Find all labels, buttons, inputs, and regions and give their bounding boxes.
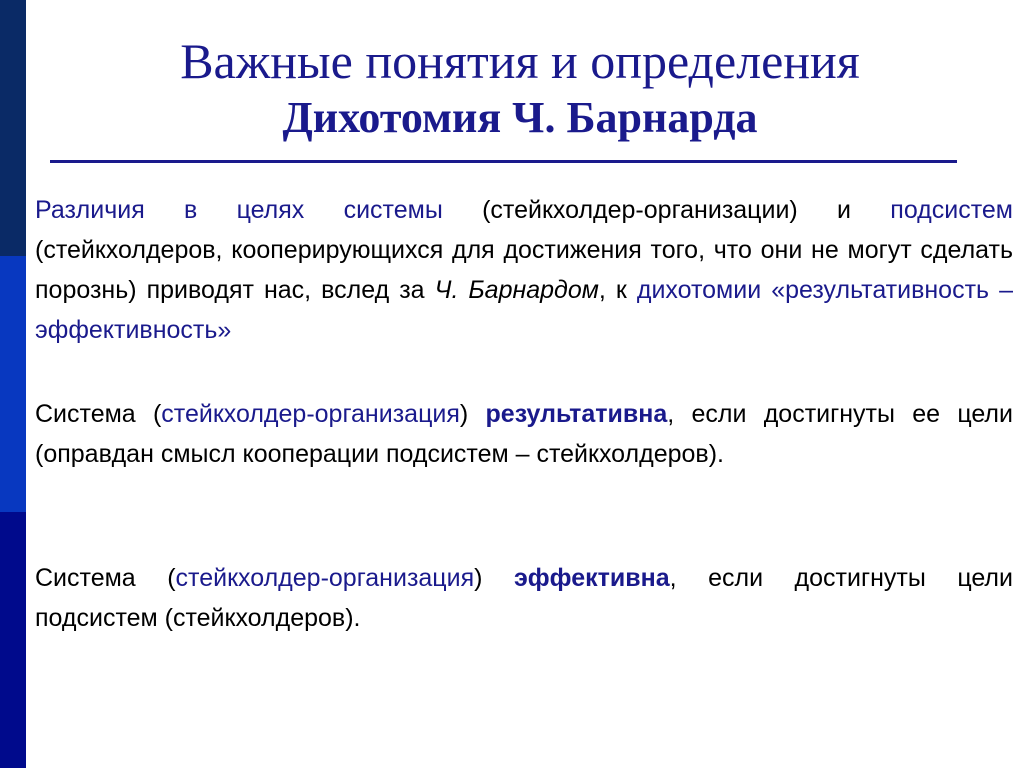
text-plain: (стейкхолдеров, кооперирующихся для достижения того, что они не могут сделать порознь) приводят нас, вслед за	[35, 236, 1013, 304]
side-bar-segment-middle	[0, 256, 26, 512]
text-plain: )	[474, 564, 514, 592]
paragraph-effective-results	[35, 394, 1013, 474]
slide-title	[40, 30, 1000, 144]
text-plain: , к	[598, 276, 637, 304]
text-efficiency-term: эффективна	[513, 564, 670, 592]
text-plain: , если достигнуты ее цели (оправдан смысл кооперации подсистем – стейкхолдеров).	[35, 400, 1013, 468]
text-stakeholder-org: стейкхолдер-организация	[161, 400, 460, 428]
side-bar-segment-bottom	[0, 512, 26, 768]
side-bar-segment-top	[0, 0, 26, 256]
paragraph-efficient	[35, 558, 1013, 638]
text-plain: (стейкхолдер-организации) и	[442, 196, 891, 224]
text-stakeholder-org: стейкхолдер-организация	[175, 564, 475, 592]
text-barnard: Ч. Барнардом	[434, 276, 599, 304]
text-plain: , если достигнуты цели подсистем (стейкхолдеров).	[35, 564, 1013, 632]
text-plain: Система (	[35, 564, 176, 592]
text-plain: Система (	[35, 400, 162, 428]
side-bar	[0, 0, 26, 768]
text-subsystems: подсистем	[890, 196, 1013, 224]
text-differences: Различия в целях системы	[35, 196, 443, 224]
paragraph-dichotomy	[35, 190, 1013, 350]
title-line-2: Дихотомия Ч. Барнарда	[282, 93, 758, 142]
title-underline	[50, 160, 957, 163]
text-plain: )	[459, 400, 486, 428]
text-dichotomy: дихотомии «результативность – эффективность»	[35, 276, 1013, 344]
title-line-1: Важные понятия и определения	[180, 33, 860, 89]
text-result-term: результативна	[485, 400, 668, 428]
